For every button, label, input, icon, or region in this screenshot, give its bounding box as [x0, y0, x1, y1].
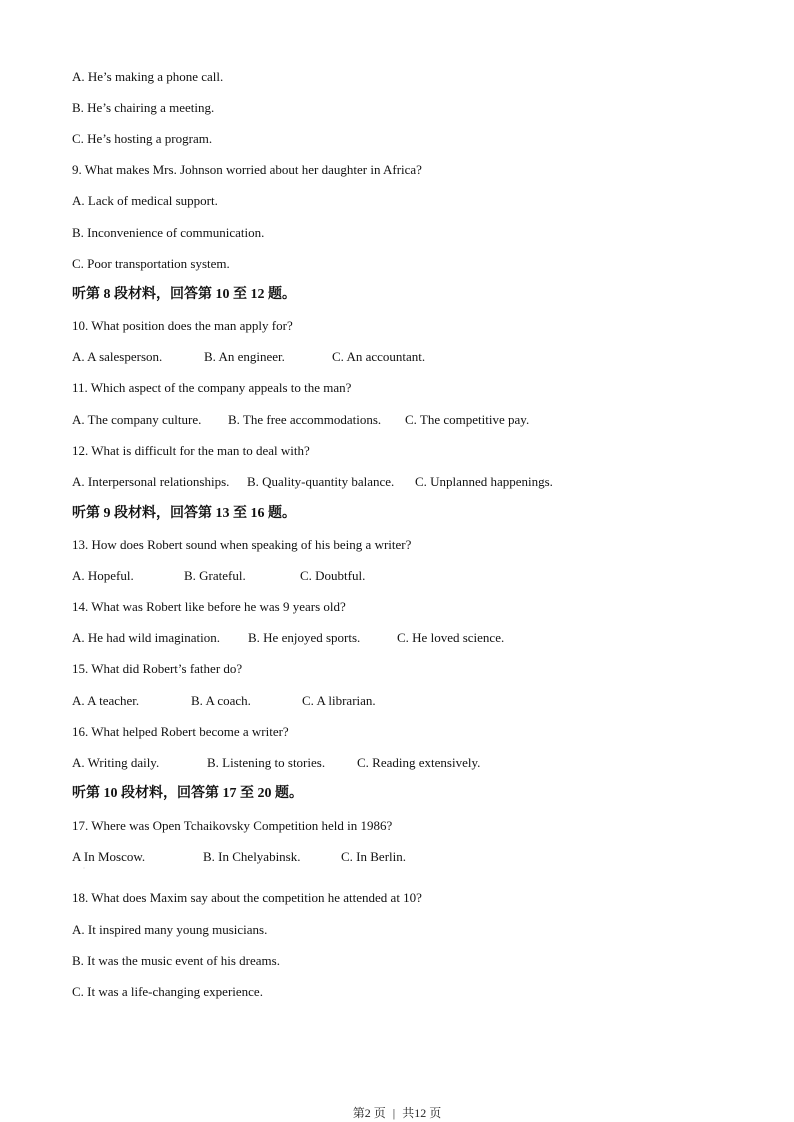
option-c: C. In Berlin. [341, 849, 406, 864]
page-number: 第2 页 [352, 1106, 386, 1120]
option-c: C. A librarian. [302, 693, 376, 708]
question-17: 17. Where was Open Tchaikovsky Competition held in 1986? [72, 818, 393, 833]
option-a: A. The company culture. [72, 412, 202, 427]
question-16: 16. What helped Robert become a writer? [72, 724, 289, 739]
section-heading: 听第 10 段材料，回答第 17 至 20 题。 [72, 786, 303, 801]
question-11: 11. Which aspect of the company appeals to the man? [72, 380, 352, 395]
option-a: A. Interpersonal relationships. [72, 474, 230, 489]
option-a: A In Moscow. [72, 849, 146, 864]
section-heading: 听第 9 段材料，回答第 13 至 16 题。 [72, 506, 296, 521]
option-b: B. The free accommodations. [228, 412, 382, 427]
option-c: C. He loved science. [397, 630, 505, 645]
answer-option: C. It was a life-changing experience. [72, 984, 263, 999]
question-13: 13. How does Robert sound when speaking of his being a writer? [72, 537, 412, 552]
option-c: C. An accountant. [332, 349, 426, 364]
option-a: A. A salesperson. [72, 349, 163, 364]
option-b: B. A coach. [191, 693, 251, 708]
option-a: A. Writing daily. [72, 755, 160, 770]
answer-option: A. He’s making a phone call. [72, 69, 224, 84]
question-14: 14. What was Robert like before he was 9 years old? [72, 599, 346, 614]
option-b: B. Grateful. [184, 568, 246, 583]
option-b: B. Listening to stories. [207, 755, 326, 770]
footer-separator: | [392, 1106, 396, 1120]
option-a: A. He had wild imagination. [72, 630, 221, 645]
option-a: A. A teacher. [72, 693, 140, 708]
section-heading: 听第 8 段材料，回答第 10 至 12 题。 [72, 287, 296, 302]
option-c: C. Reading extensively. [357, 755, 481, 770]
option-b: B. An engineer. [204, 349, 285, 364]
option-a: A. Hopeful. [72, 568, 134, 583]
question-18: 18. What does Maxim say about the competition he attended at 10? [72, 890, 422, 905]
question-10: 10. What position does the man apply for? [72, 318, 293, 333]
question-9: 9. What makes Mrs. Johnson worried about her daughter in Africa? [72, 162, 422, 177]
option-c: C. Doubtful. [300, 568, 366, 583]
question-15: 15. What did Robert’s father do? [72, 661, 243, 676]
page-footer [0, 1104, 794, 1121]
option-c: C. The competitive pay. [405, 412, 530, 427]
answer-option: C. Poor transportation system. [72, 256, 230, 271]
option-b: B. He enjoyed sports. [248, 630, 361, 645]
answer-option: C. He’s hosting a program. [72, 131, 213, 146]
option-c: C. Unplanned happenings. [415, 474, 553, 489]
page-total: 共12 页 [402, 1106, 442, 1120]
stray-mark: ˈ [83, 868, 85, 874]
answer-option: A. It inspired many young musicians. [72, 922, 268, 937]
question-12: 12. What is difficult for the man to deal with? [72, 443, 310, 458]
option-b: B. Quality-quantity balance. [247, 474, 395, 489]
option-b: B. In Chelyabinsk. [203, 849, 301, 864]
answer-option: A. Lack of medical support. [72, 193, 218, 208]
answer-option: B. It was the music event of his dreams. [72, 953, 280, 968]
answer-option: B. He’s chairing a meeting. [72, 100, 215, 115]
answer-option: B. Inconvenience of communication. [72, 225, 265, 240]
